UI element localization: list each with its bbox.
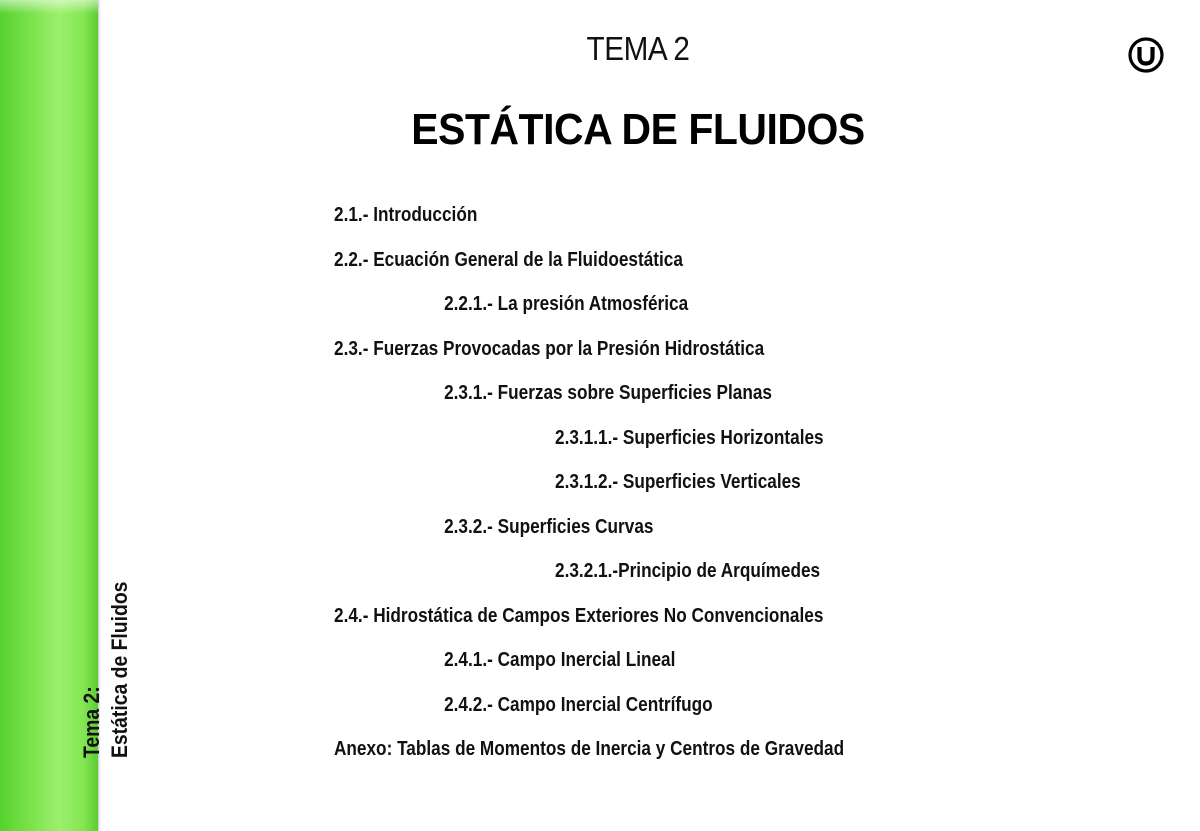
- toc-item: 2.3.1.- Fuerzas sobre Superficies Planas: [444, 382, 772, 404]
- table-of-contents: [334, 200, 927, 779]
- toc-item: 2.3.2.1.-Principio de Arquímedes: [555, 560, 821, 582]
- toc-item: 2.3.- Fuerzas Provocadas por la Presión Hidrostática: [334, 337, 765, 360]
- toc-item: 2.4.1.- Campo Inercial Lineal: [444, 649, 676, 671]
- university-u-logo-icon: [1128, 37, 1164, 73]
- toc-item: 2.2.- Ecuación General de la Fluidoestática: [334, 248, 683, 271]
- toc-item: 2.3.1.1.- Superficies Horizontales: [555, 426, 824, 449]
- page-title: ESTÁTICA DE FLUIDOS: [411, 105, 865, 154]
- svg-text:u: u: [1145, 61, 1147, 62]
- toc-item: 2.1.- Introducción: [334, 204, 478, 226]
- toc-item: 2.2.1.- La presión Atmosférica: [444, 293, 689, 315]
- sidebar-line-2: Estática de Fluidos: [107, 581, 132, 758]
- sidebar-line-1: Tema 2:: [79, 686, 104, 758]
- topic-number: TEMA 2: [586, 30, 690, 67]
- toc-item: 2.4.2.- Campo Inercial Centrífugo: [444, 693, 713, 716]
- sidebar-band: [0, 0, 132, 831]
- sidebar-label: [78, 582, 134, 758]
- toc-item: 2.3.1.2.- Superficies Verticales: [555, 471, 801, 493]
- toc-item: 2.4.- Hidrostática de Campos Exteriores No Convencionales: [334, 604, 824, 627]
- toc-item: 2.3.2.- Superficies Curvas: [444, 515, 654, 538]
- toc-item: Anexo: Tablas de Momentos de Inercia y Centros de Gravedad: [334, 738, 845, 760]
